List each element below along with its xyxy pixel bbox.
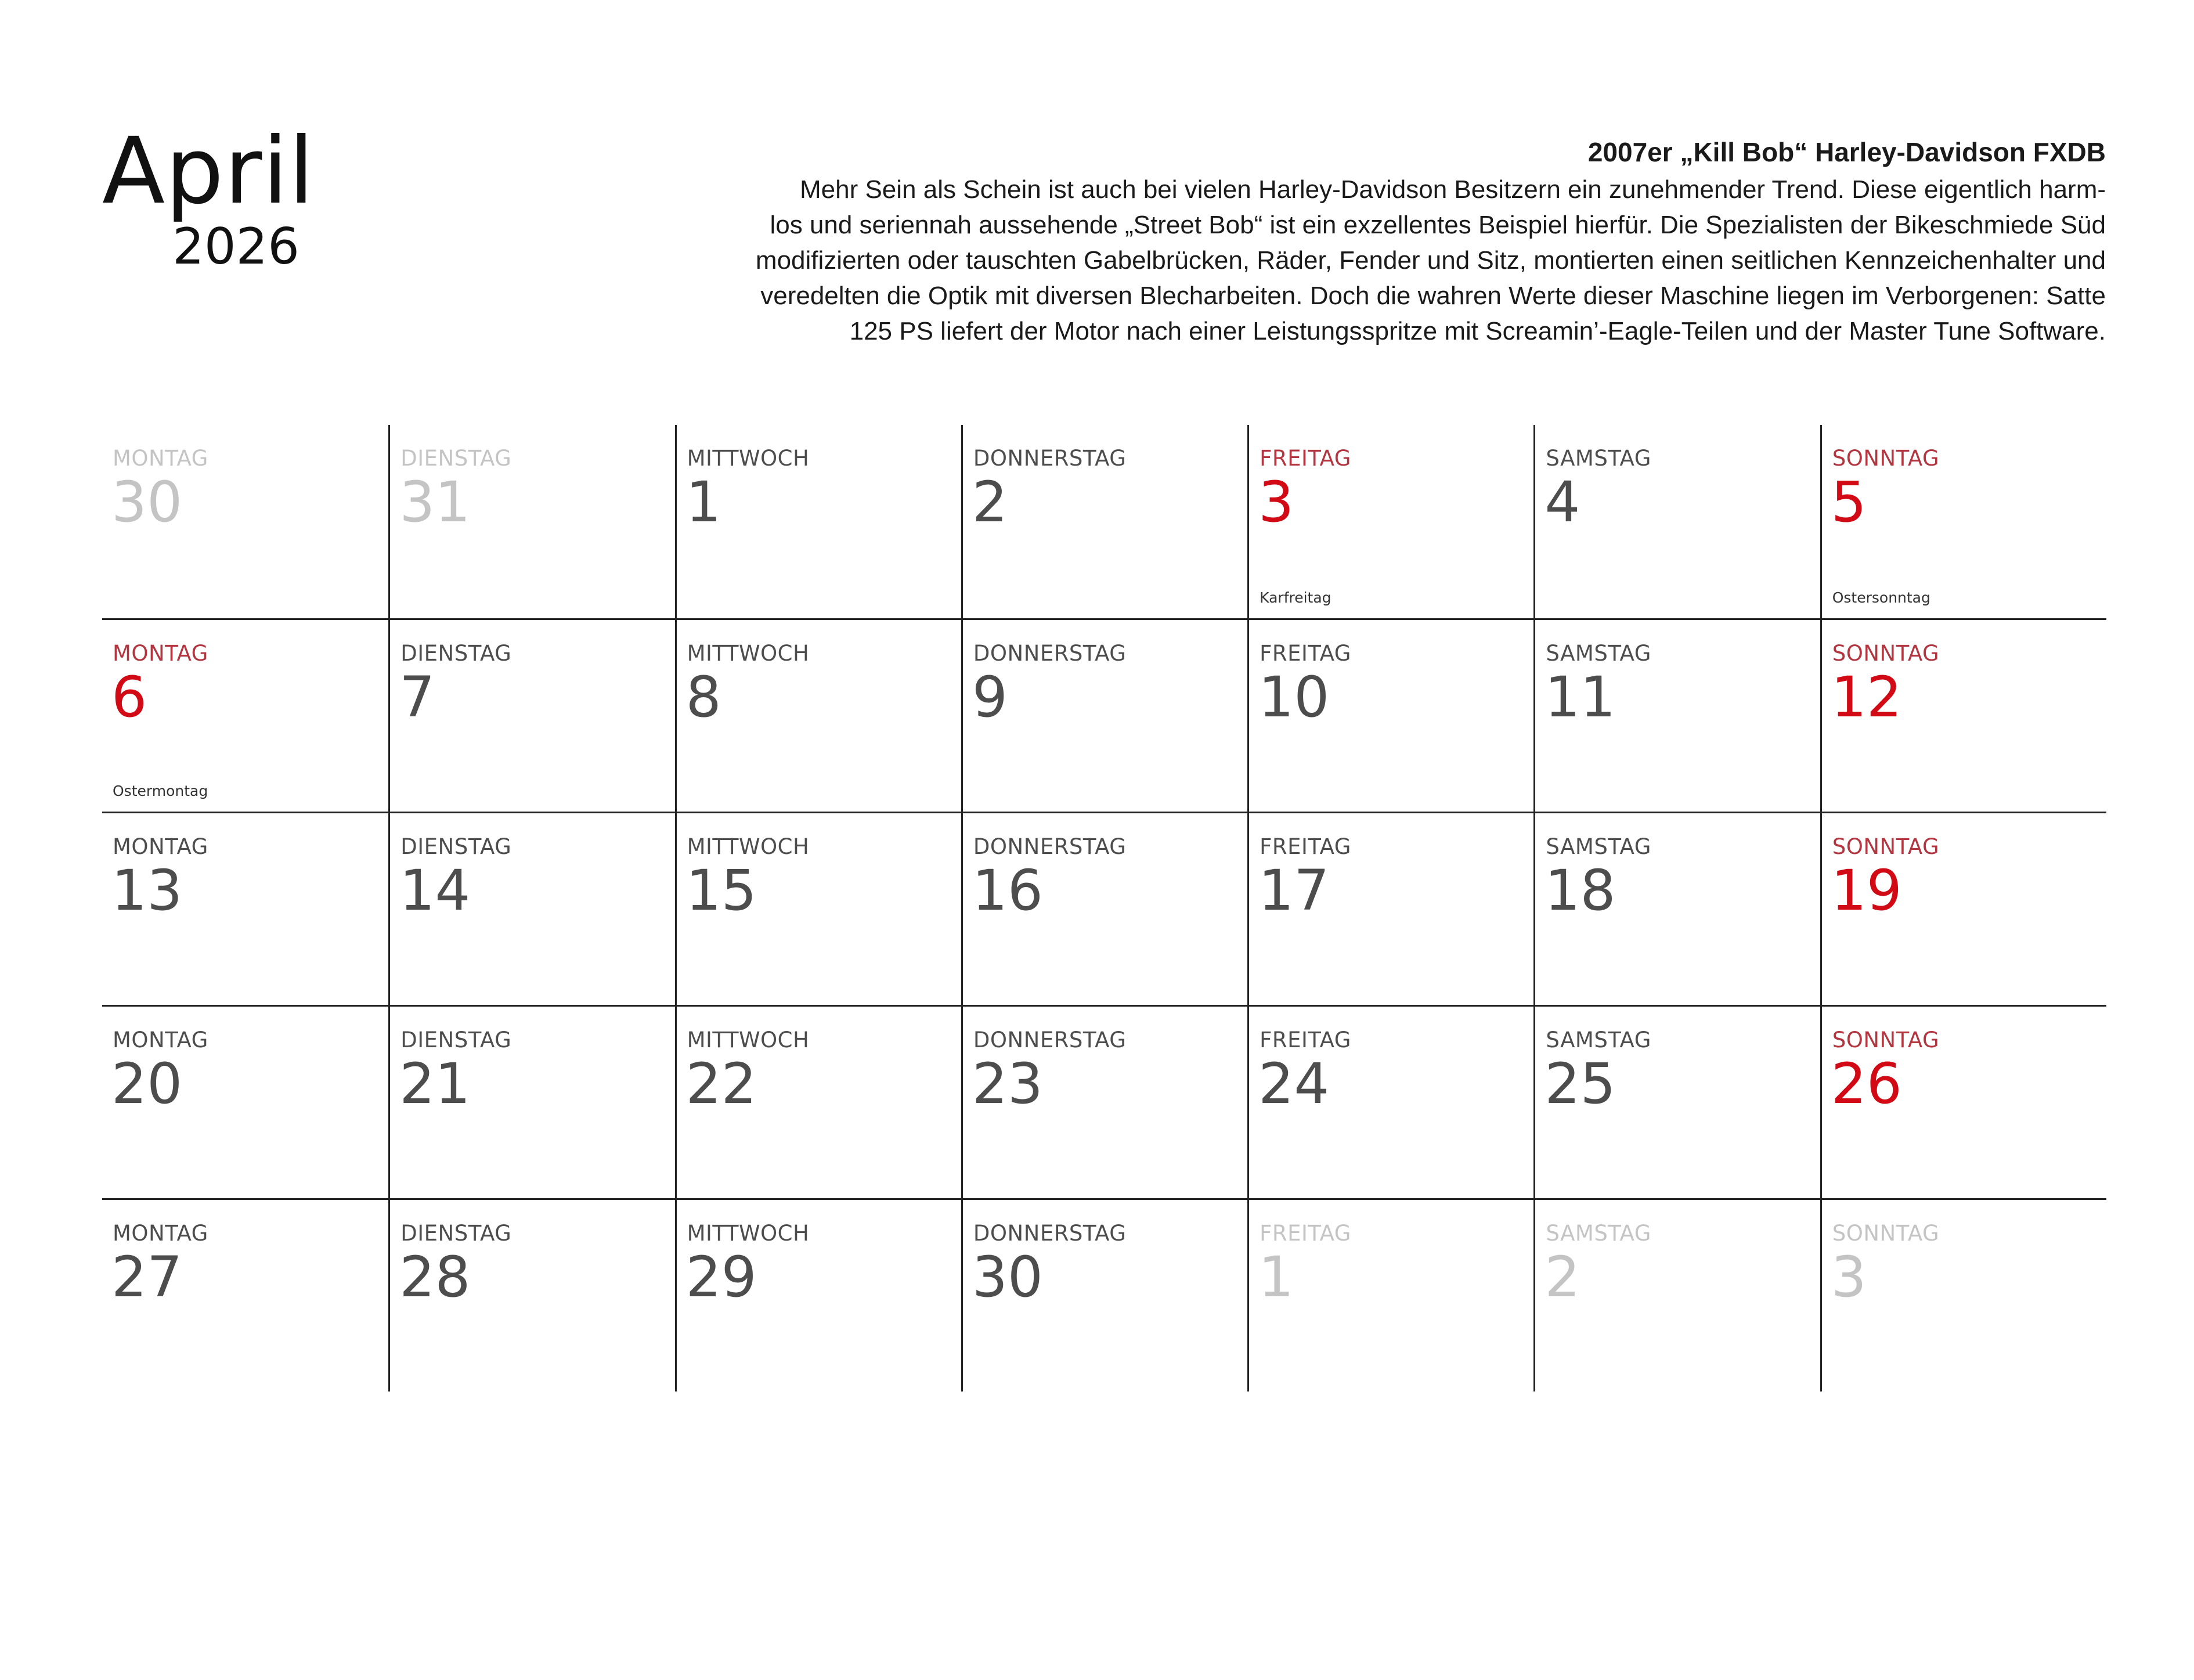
weekday-label: DIENSTAG: [400, 834, 512, 859]
day-cell: [961, 1198, 1247, 1391]
day-cell: [102, 1005, 388, 1198]
weekday-label: SONNTAG: [1832, 1221, 1940, 1246]
day-number: 27: [111, 1245, 183, 1310]
weekday-label: DIENSTAG: [400, 1221, 512, 1246]
bike-text-line: 125 PS liefert der Motor nach einer Leistungsspritze mit Screamin’-Eagle-Teilen und der Master Tune Software.: [849, 317, 2106, 345]
weekday-label: MITTWOCH: [687, 1028, 810, 1052]
bike-text: [615, 172, 2106, 349]
holiday-label: Karfreitag: [1260, 589, 1331, 606]
day-cell: [388, 425, 674, 618]
weekday-label: FREITAG: [1260, 641, 1351, 666]
day-cell: [1533, 1005, 1820, 1198]
weekday-label: SONNTAG: [1832, 446, 1940, 471]
day-cell: [1820, 618, 2106, 812]
weekday-label: FREITAG: [1260, 1028, 1351, 1052]
day-cell: [675, 812, 961, 1005]
weekday-label: FREITAG: [1260, 834, 1351, 859]
day-cell: [102, 1198, 388, 1391]
day-cell: [1820, 1198, 2106, 1391]
day-cell: [1533, 1198, 1820, 1391]
day-number: 1: [1258, 1245, 1294, 1310]
weekday-label: MITTWOCH: [687, 1221, 810, 1246]
day-cell: [102, 618, 388, 812]
weekday-label: SONNTAG: [1832, 834, 1940, 859]
day-cell: [102, 425, 388, 618]
day-cell: [1533, 618, 1820, 812]
month-header: [102, 118, 315, 287]
day-number: 18: [1545, 858, 1616, 923]
bike-text-line: modifizierten oder tauschten Gabelbrücken, Räder, Fender und Sitz, montierten einen seitlichen Kennzeichenhalter und: [755, 246, 2106, 275]
day-number: 28: [399, 1245, 471, 1310]
day-number: 25: [1545, 1051, 1616, 1116]
bike-text-line: los und seriennah aussehende „Street Bob“ ist ein exzellentes Beispiel hierfür. Die Spezialisten der Bikeschmiede Süd: [770, 211, 2106, 239]
day-cell: [675, 425, 961, 618]
day-cell: [1820, 425, 2106, 618]
weekday-label: SAMSTAG: [1546, 834, 1651, 859]
weekday-label: DONNERSTAG: [973, 834, 1127, 859]
day-cell: [388, 1198, 674, 1391]
day-number: 5: [1831, 470, 1867, 535]
day-number: 30: [111, 470, 183, 535]
day-cell: [388, 618, 674, 812]
weekday-label: FREITAG: [1260, 446, 1351, 471]
day-number: 2: [972, 470, 1008, 535]
day-number: 31: [399, 470, 471, 535]
day-number: 12: [1831, 665, 1902, 730]
weekday-label: SONNTAG: [1832, 1028, 1940, 1052]
day-cell: [961, 618, 1247, 812]
day-cell: [675, 618, 961, 812]
weekday-label: DONNERSTAG: [973, 1028, 1127, 1052]
day-number: 23: [972, 1051, 1043, 1116]
day-cell: [1820, 1005, 2106, 1198]
day-number: 3: [1258, 470, 1294, 535]
day-number: 16: [972, 858, 1043, 923]
bike-title: 2007er „Kill Bob“ Harley-Davidson FXDB: [1587, 137, 2106, 167]
bike-text-line: Mehr Sein als Schein ist auch bei vielen Harley-Davidson Besitzern ein zunehmender Trend. Diese eigentlich harm-: [799, 175, 2106, 204]
day-cell: [961, 425, 1247, 618]
day-cell: [1247, 1198, 1533, 1391]
day-cell: [961, 1005, 1247, 1198]
day-number: 4: [1545, 470, 1580, 535]
day-cell: [675, 1198, 961, 1391]
weekday-label: DIENSTAG: [400, 641, 512, 666]
weekday-label: MONTAG: [113, 1221, 208, 1246]
weekday-label: SAMSTAG: [1546, 641, 1651, 666]
day-number: 29: [685, 1245, 757, 1310]
weekday-label: SAMSTAG: [1546, 446, 1651, 471]
day-number: 22: [685, 1051, 757, 1116]
day-number: 8: [685, 665, 721, 730]
day-cell: [388, 812, 674, 1005]
day-number: 14: [399, 858, 471, 923]
bike-description: [615, 135, 2106, 349]
bike-text-line: veredelten die Optik mit diversen Blecharbeiten. Doch die wahren Werte dieser Maschine liegen im Verborgenen: Satte: [760, 282, 2106, 310]
weekday-label: MONTAG: [113, 446, 208, 471]
day-number: 24: [1258, 1051, 1330, 1116]
day-number: 10: [1258, 665, 1330, 730]
weekday-label: SAMSTAG: [1546, 1028, 1651, 1052]
day-cell: [1247, 618, 1533, 812]
weekday-label: SONNTAG: [1832, 641, 1940, 666]
weekday-label: MITTWOCH: [687, 641, 810, 666]
weekday-label: MONTAG: [113, 641, 208, 666]
weekday-label: DONNERSTAG: [973, 1221, 1127, 1246]
day-number: 30: [972, 1245, 1043, 1310]
weekday-label: MONTAG: [113, 1028, 208, 1052]
day-cell: [1820, 812, 2106, 1005]
month-title: April: [102, 118, 315, 225]
holiday-label: Ostermontag: [113, 783, 208, 799]
day-cell: [675, 1005, 961, 1198]
day-number: 6: [111, 665, 147, 730]
day-number: 21: [399, 1051, 471, 1116]
day-number: 7: [399, 665, 435, 730]
day-number: 19: [1831, 858, 1902, 923]
day-number: 9: [972, 665, 1008, 730]
day-cell: [388, 1005, 674, 1198]
day-number: 17: [1258, 858, 1330, 923]
day-number: 13: [111, 858, 183, 923]
day-cell: [1533, 812, 1820, 1005]
weekday-label: SAMSTAG: [1546, 1221, 1651, 1246]
day-cell: [102, 812, 388, 1005]
weekday-label: FREITAG: [1260, 1221, 1351, 1246]
weekday-label: DONNERSTAG: [973, 446, 1127, 471]
day-cell: [1247, 1005, 1533, 1198]
day-cell: [961, 812, 1247, 1005]
weekday-label: MONTAG: [113, 834, 208, 859]
weekday-label: DIENSTAG: [400, 1028, 512, 1052]
weekday-label: DONNERSTAG: [973, 641, 1127, 666]
day-number: 15: [685, 858, 757, 923]
year-label: 2026: [172, 218, 299, 276]
day-number: 2: [1545, 1245, 1580, 1310]
day-cell: [1247, 425, 1533, 618]
day-number: 3: [1831, 1245, 1867, 1310]
weekday-label: MITTWOCH: [687, 834, 810, 859]
day-number: 20: [111, 1051, 183, 1116]
holiday-label: Ostersonntag: [1832, 589, 1930, 606]
weekday-label: DIENSTAG: [400, 446, 512, 471]
day-number: 11: [1545, 665, 1616, 730]
day-cell: [1247, 812, 1533, 1005]
day-cell: [1533, 425, 1820, 618]
day-number: 1: [685, 470, 721, 535]
calendar-grid: [102, 425, 2106, 1391]
weekday-label: MITTWOCH: [687, 446, 810, 471]
day-number: 26: [1831, 1051, 1902, 1116]
